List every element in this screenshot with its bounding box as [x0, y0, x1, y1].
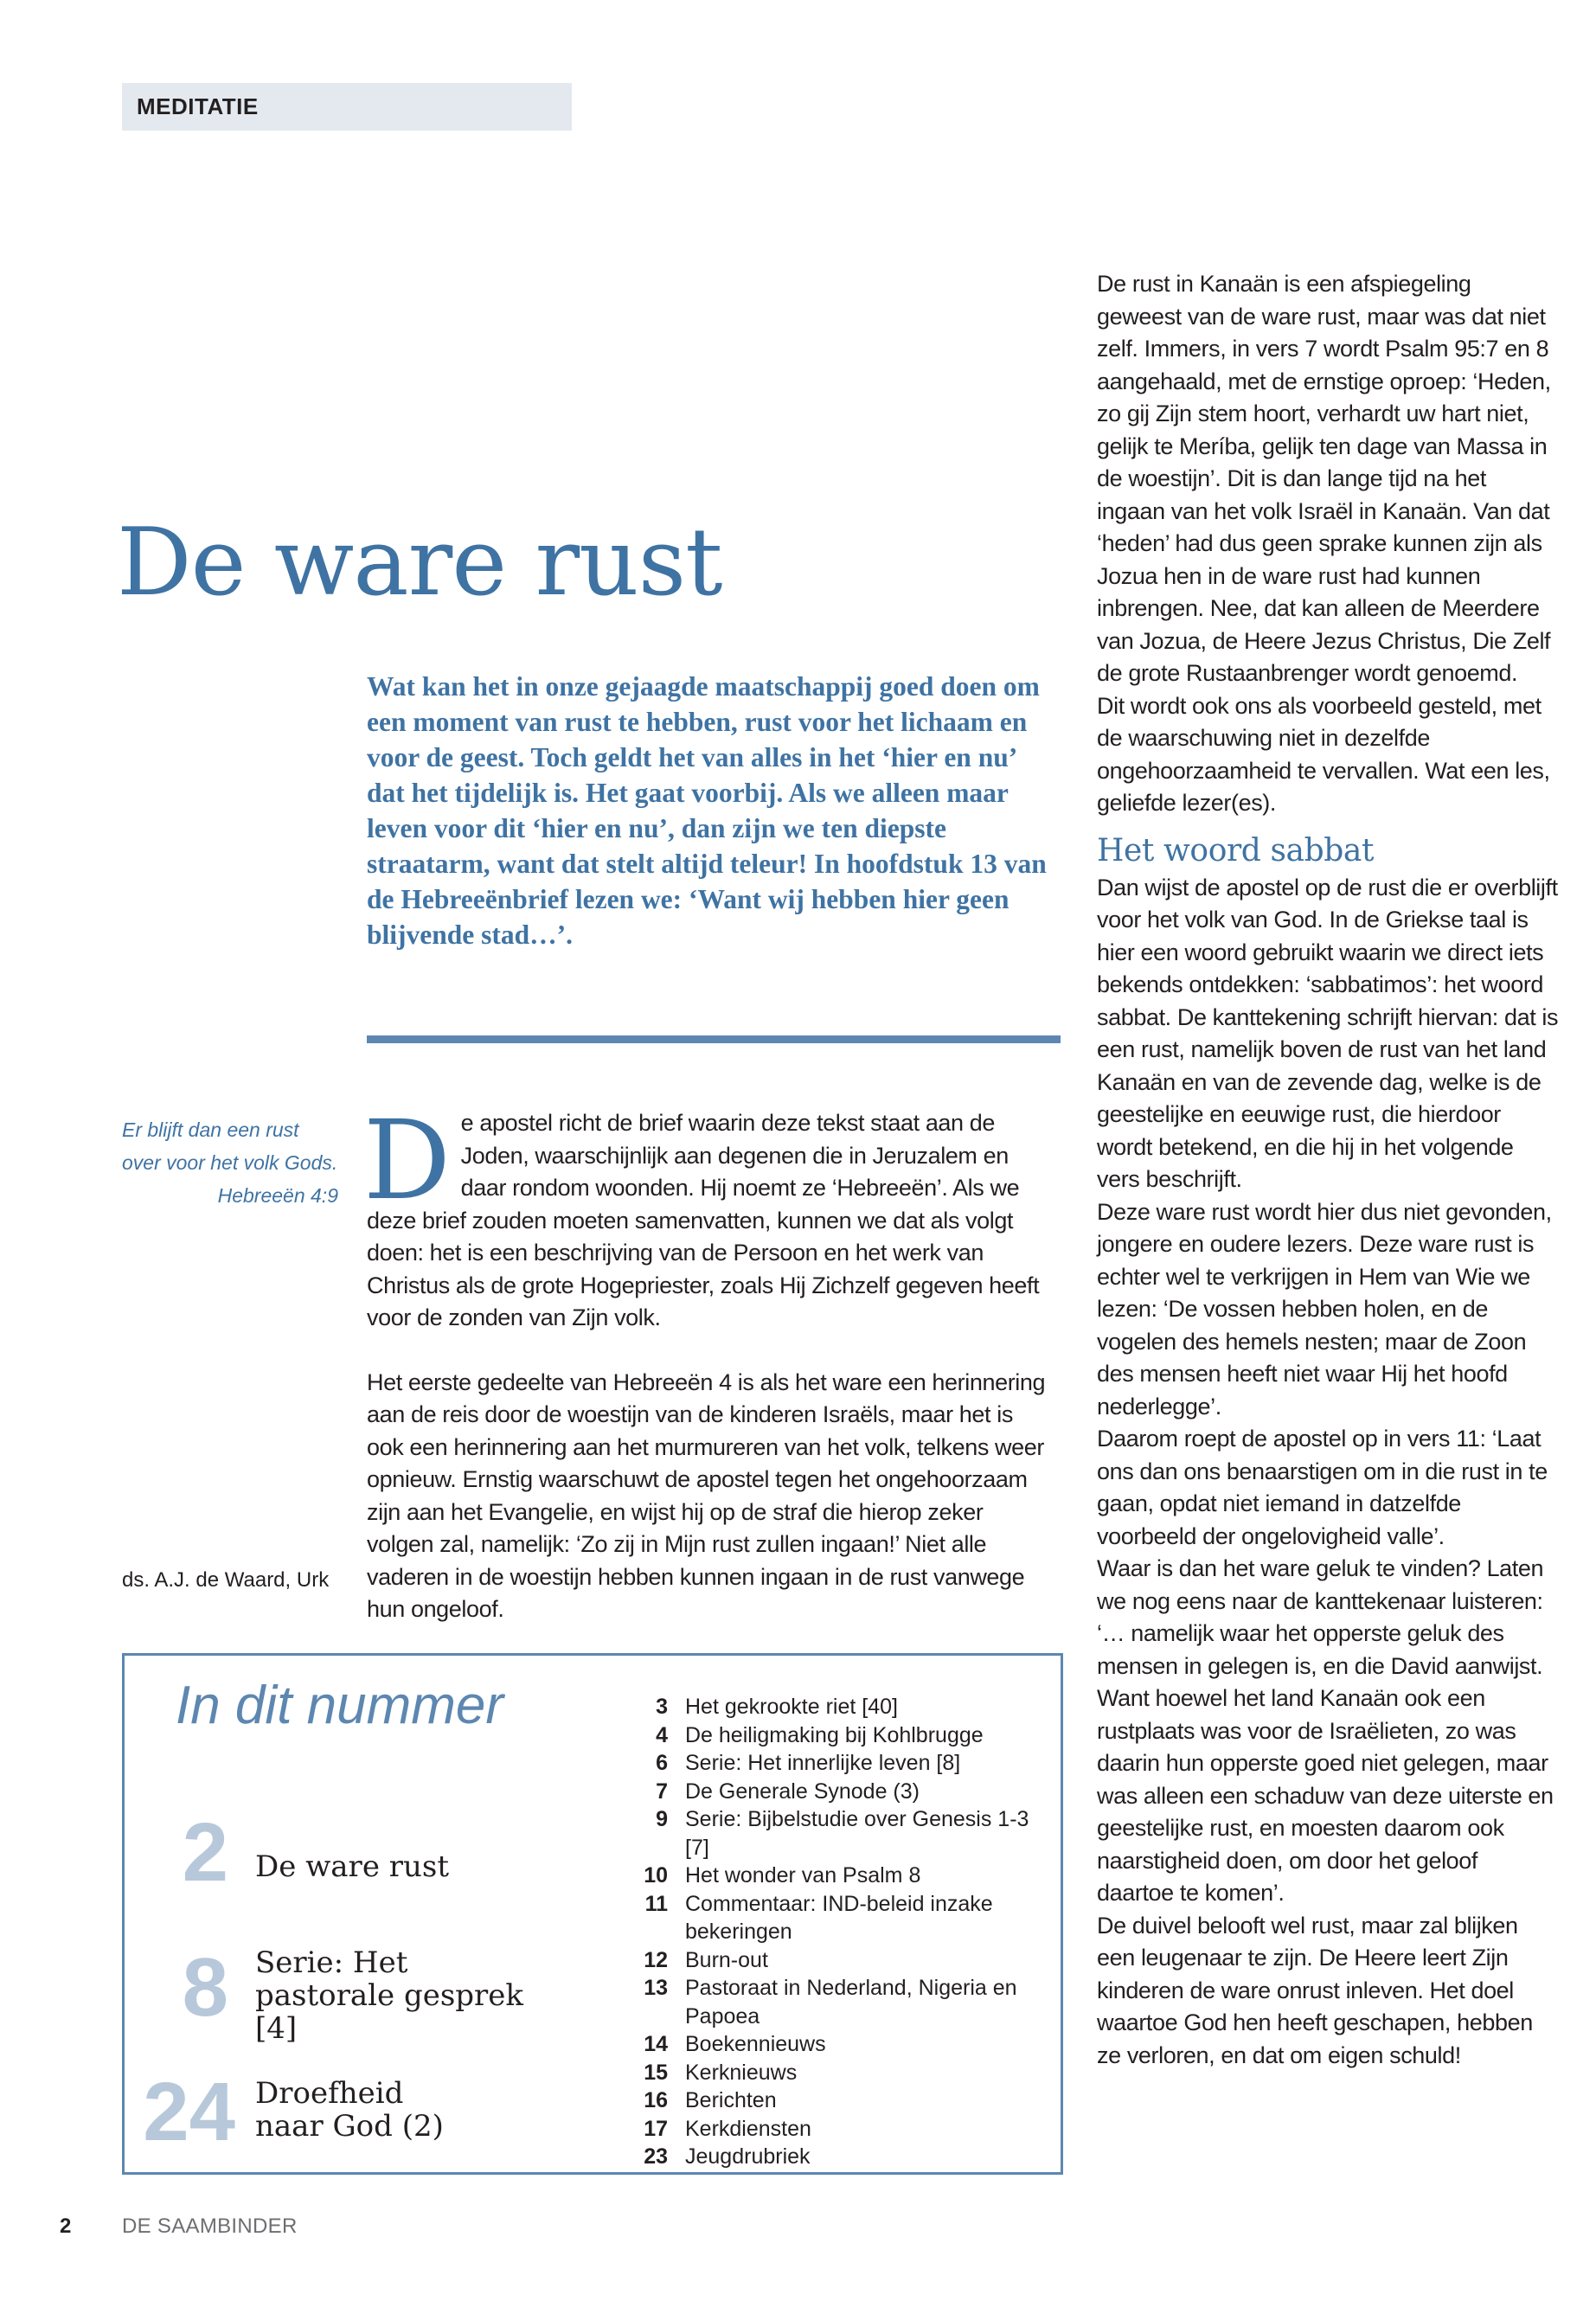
toc-label: Serie: Bijbelstudie over Genesis 1-3 [7] [685, 1807, 1029, 1860]
paragraph: De duivel belooft wel rust, maar zal blijken een leugenaar te zijn. De Heere leert Zijn kinderen de ware onrust inleven. Het doel waartoe God hen heeft geschapen, hebben ze verloren, en dat om eigen schuld! [1097, 1912, 1533, 2068]
feature-title[interactable]: Serie: Het pastorale gesprek [4] [255, 1945, 524, 2046]
toc-item[interactable] [592, 2115, 1042, 2144]
toc-list [592, 1693, 1042, 2171]
toc-item[interactable] [592, 1805, 1042, 1862]
toc-page: 16 [644, 2088, 668, 2112]
body-column-2 [1097, 268, 1560, 2072]
toc-item[interactable] [592, 1946, 1042, 1975]
body-column-1 [363, 1097, 1055, 1626]
feature-title[interactable]: Droefheid naar God (2) [255, 2076, 444, 2144]
toc-page: 4 [656, 1722, 668, 1747]
toc-item[interactable] [592, 2143, 1042, 2171]
toc-page: 17 [644, 2116, 668, 2141]
paragraph: Waar is dan het ware geluk te vinden? Laten we nog eens naar de kanttekenaar luisteren: ‘… namelijk waar het opperste geluk des mensen in gelegen is, en die David aanwijst. Want hoewel het land Kanaän ook een rustplaats was voor de Israëlieten, zo was daarin hun opperste goed niet gelegen, maar was alleen een schaduw van deze uiterste en geestelijke rust, en moesten daarom ook naarstigheid doen, om door het geloof daartoe te komen’. [1097, 1555, 1554, 1906]
quote-text: Er blijft dan een rust over voor het volk Gods. [122, 1118, 338, 1174]
toc-page: 9 [656, 1807, 668, 1831]
toc-item[interactable] [592, 1778, 1042, 1806]
toc-label: Serie: Het innerlijke leven [8] [685, 1751, 961, 1775]
toc-label: Kerkdiensten [685, 2116, 811, 2141]
toc-page: 11 [644, 1891, 668, 1916]
page-number: 2 [60, 2214, 72, 2238]
toc-label: Jeugdrubriek [685, 2144, 811, 2169]
paragraph: Dit wordt ook ons als voorbeeld gesteld, met de waarschuwing niet in dezelfde ongehoorzaamheid te vervallen. Wat een les, geliefde lezer(es). [1097, 692, 1550, 816]
toc-item[interactable] [592, 1890, 1042, 1946]
feature-number: 24 [143, 2066, 235, 2158]
paragraph: Het eerste gedeelte van Hebreeën 4 is als het ware een herinnering aan de reis door de woestijn van de kinderen Israëls, maar het is ook een herinnering aan het murmureren van het volk, telkens weer opnieuw. Ernstig waarschuwt de apostel tegen het ongehoorzaam zijn aan het Evangelie, en wijst hij op de straf die hierop zeker volgen zal, namelijk: ‘Zo zij in Mijn rust zullen ingaan!’ Niet alle vaderen in de woestijn hebben kunnen ingaan in de rust vanwege hun ongeloof. [367, 1368, 1046, 1622]
toc-label: Het gekrookte riet [40] [685, 1695, 898, 1719]
toc-page: 10 [644, 1863, 668, 1888]
toc-page: 13 [644, 1976, 668, 2000]
magazine-name: DE SAAMBINDER [122, 2214, 298, 2238]
author: ds. A.J. de Waard, Urk [122, 1568, 330, 1592]
paragraph: Daarom roept de apostel op in vers 11: ‘Laat ons dan ons benaarstigen om in die rust in te gaan, opdat niet iemand in datzelfde voorbeeld der ongelovigheid valle’. [1097, 1426, 1548, 1549]
table-of-contents [122, 1653, 1063, 2175]
toc-label: Berichten [685, 2088, 777, 2112]
toc-label: Het wonder van Psalm 8 [685, 1863, 921, 1888]
toc-page: 14 [644, 2032, 668, 2056]
page-title: De ware rust [117, 509, 722, 617]
toc-title: In dit nummer [176, 1676, 504, 1735]
toc-item[interactable] [592, 2059, 1042, 2087]
toc-page: 7 [656, 1779, 668, 1804]
toc-label: Boekennieuws [685, 2032, 826, 2056]
toc-label: Burn-out [685, 1947, 768, 1972]
toc-item[interactable] [592, 1721, 1042, 1750]
feature-number: 2 [182, 1806, 228, 1899]
toc-item[interactable] [592, 1749, 1042, 1778]
toc-page: 12 [644, 1947, 668, 1972]
toc-item[interactable] [592, 1862, 1042, 1890]
drop-cap: D [363, 1097, 451, 1224]
toc-label: Kerknieuws [685, 2060, 798, 2085]
feature-title[interactable]: De ware rust [255, 1849, 450, 1884]
bible-quote [122, 1113, 338, 1212]
toc-item[interactable] [592, 1974, 1042, 2030]
divider [367, 1035, 1061, 1043]
toc-item[interactable] [592, 2030, 1042, 2059]
toc-page: 6 [656, 1751, 668, 1775]
section-tag [122, 83, 572, 131]
toc-page: 15 [644, 2060, 668, 2085]
toc-label: De Generale Synode (3) [685, 1779, 920, 1804]
toc-item[interactable] [592, 1693, 1042, 1721]
toc-label: Pastoraat in Nederland, Nigeria en Papoea [685, 1976, 1017, 2029]
toc-label: De heiligmaking bij Kohlbrugge [685, 1722, 984, 1747]
paragraph [363, 1097, 1055, 1335]
paragraph: Deze ware rust wordt hier dus niet gevonden, jongere en oudere lezers. Deze ware rust is echter wel te verkrijgen in Hem van Wie we lezen: ‘De vossen hebben holen, en de vogelen des hemels nesten; maar de Zoon des mensen heeft niet waar Hij het hoofd nederlegge’. [1097, 1198, 1552, 1420]
paragraph: De rust in Kanaän is een afspiegeling geweest van de ware rust, maar was dat niet zelf. Immers, in vers 7 wordt Psalm 95:7 en 8 aangehaald, met de ernstige oproep: ‘Heden, zo gij Zijn stem hoort, verhardt uw hart niet, gelijk te Meríba, gelijk ten dage van Massa in de woestijn’. Dit is dan lange tijd na het ingaan van het volk Israël in Kanaän. Van dat ‘heden’ had dus geen sprake kunnen zijn als Jozua hen in de ware rust had kunnen inbrengen. Nee, dat kan alleen de Meerdere van Jozua, de Heere Jezus Christus, Die Zelf de grote Rustaanbrenger wordt genoemd. [1097, 271, 1551, 686]
toc-label: Commentaar: IND-beleid inzake bekeringen [685, 1891, 993, 1944]
section-tag-label: MEDITATIE [137, 93, 259, 119]
quote-reference: Hebreeën 4:9 [217, 1184, 338, 1207]
toc-item[interactable] [592, 2086, 1042, 2115]
toc-page: 3 [656, 1695, 668, 1719]
paragraph: Dan wijst de apostel op de rust die er overblijft voor het volk van God. In de Griekse taal is hier een woord gebruikt waarin we direct iets bekends ontdekken: ‘sabbatimos’: het woord sabbat. De kanttekening schrijft hiervan: dat is een rust, namelijk boven de rust van het land Kanaän en van de zevende dag, welke is de geestelijke en eeuwige rust, die hierdoor wordt betekend, en die hij in het volgende vers beschrijft. [1097, 874, 1559, 1192]
toc-page: 23 [644, 2144, 668, 2169]
feature-number: 8 [182, 1941, 228, 2034]
intro-text: Wat kan het in onze gejaagde maatschappij goed doen om een moment van rust te hebben, rust voor het lichaam en voor de geest. Toch geldt het van alles in het ‘hier en nu’ dat het tijdelijk is. Het gaat voorbij. Als we alleen maar leven voor dit ‘hier en nu’, dan zijn we ten diepste straatarm, want dat stelt altijd teleur! In hoofdstuk 13 van de Hebreeënbrief lezen we: ‘Want wij hebben hier geen blijvende stad…’. [367, 671, 1047, 950]
paragraph-text: e apostel richt de brief waarin deze tekst staat aan de Joden, waarschijnlijk aan degenen die in Jeruzalem en daar rondom woonden. Hij noemt ze ‘Hebreeën’. Als we deze brief zouden moeten samenvatten, kunnen we dat als volgt doen: het is een beschrijving van de Persoon en het werk van Christus als de grote Hogepriester, zoals Hij Zichzelf gegeven heeft voor de zonden van Zijn volk. [367, 1110, 1040, 1330]
subheading: Het woord sabbat [1097, 832, 1375, 868]
